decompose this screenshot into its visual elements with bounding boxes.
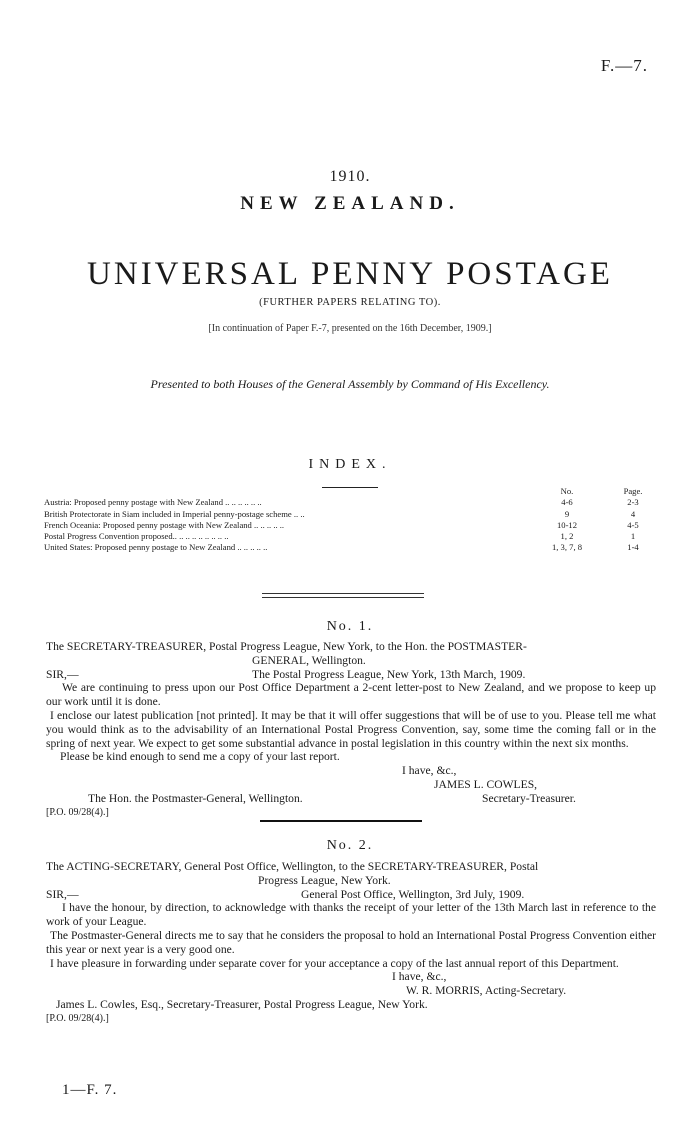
index-subject: Postal Progress Convention proposed.. .. .. .. .. .. .. .. .. <box>44 531 229 542</box>
index-subject: British Protectorate in Siam included in Imperial penny-postage scheme .. .. <box>44 508 305 519</box>
letter-2-address-line-2: Progress League, New York. <box>258 873 391 887</box>
letter-2-paragraph-3: I have pleasure in forwarding under separate cover for your acceptance a copy of the last annual report of this Department. <box>50 956 619 970</box>
index-col-no: No. <box>560 486 574 496</box>
letter-1-salutation: SIR,— <box>46 667 79 681</box>
letter-1-addressee: The Hon. the Postmaster-General, Wellington. <box>88 791 303 805</box>
letter-2 <box>46 860 656 1026</box>
letter-1-address-line-2: GENERAL, Wellington. <box>252 653 366 667</box>
letter-2-dateline: General Post Office, Wellington, 3rd July, 1909. <box>301 887 525 901</box>
document-title: UNIVERSAL PENNY POSTAGE <box>87 256 613 292</box>
letter-2-salutation: SIR,— <box>46 887 79 901</box>
index-heading: INDEX. <box>308 457 392 472</box>
index-subject: Austria: Proposed penny postage with New Zealand .. .. .. .. .. .. <box>44 497 262 508</box>
index-col-page: Page. <box>623 486 643 496</box>
letter-2-signer: W. R. MORRIS, Acting-Secretary. <box>406 984 567 998</box>
index-number: 4-6 <box>561 497 573 508</box>
index-page: 4 <box>630 508 636 519</box>
letter-2-address-line-1: The ACTING-SECRETARY, General Post Office, Wellington, to the SECRETARY-TREASURER, Postal <box>46 860 539 873</box>
index-table <box>44 486 664 554</box>
index-page: 1 <box>630 531 636 542</box>
year: 1910. <box>329 168 371 185</box>
index-row <box>44 497 664 508</box>
index-row <box>44 542 664 553</box>
letter-1-salutation-line <box>46 668 656 682</box>
letter-2-heading: No. 2. <box>326 838 374 853</box>
letter-1-closing: I have, &c., <box>402 764 457 778</box>
index-subject: United States: Proposed penny postage to New Zealand .. .. .. .. .. <box>44 542 268 553</box>
index-page: 4-5 <box>627 519 639 530</box>
letter-2-paragraph-1: I have the honour, by direction, to acknowledge with thanks the receipt of your letter of the 13th March last in reference to the work of your League. <box>46 901 656 929</box>
continuation-note: [In continuation of Paper F.-7, presented on the 16th December, 1909.] <box>208 323 492 334</box>
letter-1-paragraph-2: I enclose our latest publication [not printed]. It may be that it will offer suggestions that will be of use to you. Please tell me what you would think as to the advisability of an International Postal Progress Convention, say, some time the coming fall or in the spring of next year. We expect to get some substantial advance in postal legislation in this country within the next six months. <box>46 708 656 750</box>
letter-1-signer-title: Secretary-Treasurer. <box>482 791 576 805</box>
letter-1 <box>46 640 656 819</box>
index-number: 1, 3, 7, 8 <box>551 542 583 553</box>
index-page: 2-3 <box>627 497 639 508</box>
letter-1-address-line-1: The SECRETARY-TREASURER, Postal Progress League, New York, to the Hon. the POSTMASTER- <box>46 640 527 653</box>
letter-1-file-ref: [P.O. 09/28(4).] <box>46 806 109 818</box>
letter-1-paragraph-1: We are continuing to press upon our Post Office Department a 2-cent letter-post to New Zealand, and we propose to keep up our work until it is done. <box>46 681 656 709</box>
index-row <box>44 509 664 520</box>
index-number: 1, 2 <box>560 531 574 542</box>
index-number: 10-12 <box>556 519 578 530</box>
letter-1-heading: No. 1. <box>326 619 374 634</box>
letter-2-paragraph-2: The Postmaster-General directs me to say that he considers the proposal to hold an International Postal Progress Convention either this year or next year is a very good one. <box>46 928 656 956</box>
index-header-row <box>44 486 664 497</box>
letter-separator-rule <box>260 820 422 822</box>
letter-1-paragraph-3: Please be kind enough to send me a copy of your last report. <box>60 750 340 764</box>
section-double-rule <box>262 593 424 598</box>
index-page: 1-4 <box>627 542 639 553</box>
letter-2-salutation-line <box>46 888 656 902</box>
index-number: 9 <box>564 508 570 519</box>
country-heading: NEW ZEALAND. <box>240 193 460 214</box>
letter-2-addressee: James L. Cowles, Esq., Secretary-Treasurer, Postal Progress League, New York. <box>56 997 428 1011</box>
signature-mark: 1—F. 7. <box>62 1082 118 1098</box>
document-subtitle: (FURTHER PAPERS RELATING TO). <box>259 297 441 308</box>
presented-note: Presented to both Houses of the General Assembly by Command of His Excellency. <box>150 377 550 391</box>
index-row <box>44 531 664 542</box>
letter-2-file-ref: [P.O. 09/28(4).] <box>46 1012 109 1024</box>
letter-2-closing: I have, &c., <box>392 970 447 984</box>
letter-1-addressee-line <box>46 792 656 806</box>
paper-reference: F.—7. <box>600 56 648 75</box>
index-subject: French Oceania: Proposed penny postage with New Zealand .. .. .. .. .. <box>44 519 285 530</box>
letter-1-signer: JAMES L. COWLES, <box>434 777 538 791</box>
letter-1-dateline: The Postal Progress League, New York, 13th March, 1909. <box>252 667 526 681</box>
index-row <box>44 520 664 531</box>
